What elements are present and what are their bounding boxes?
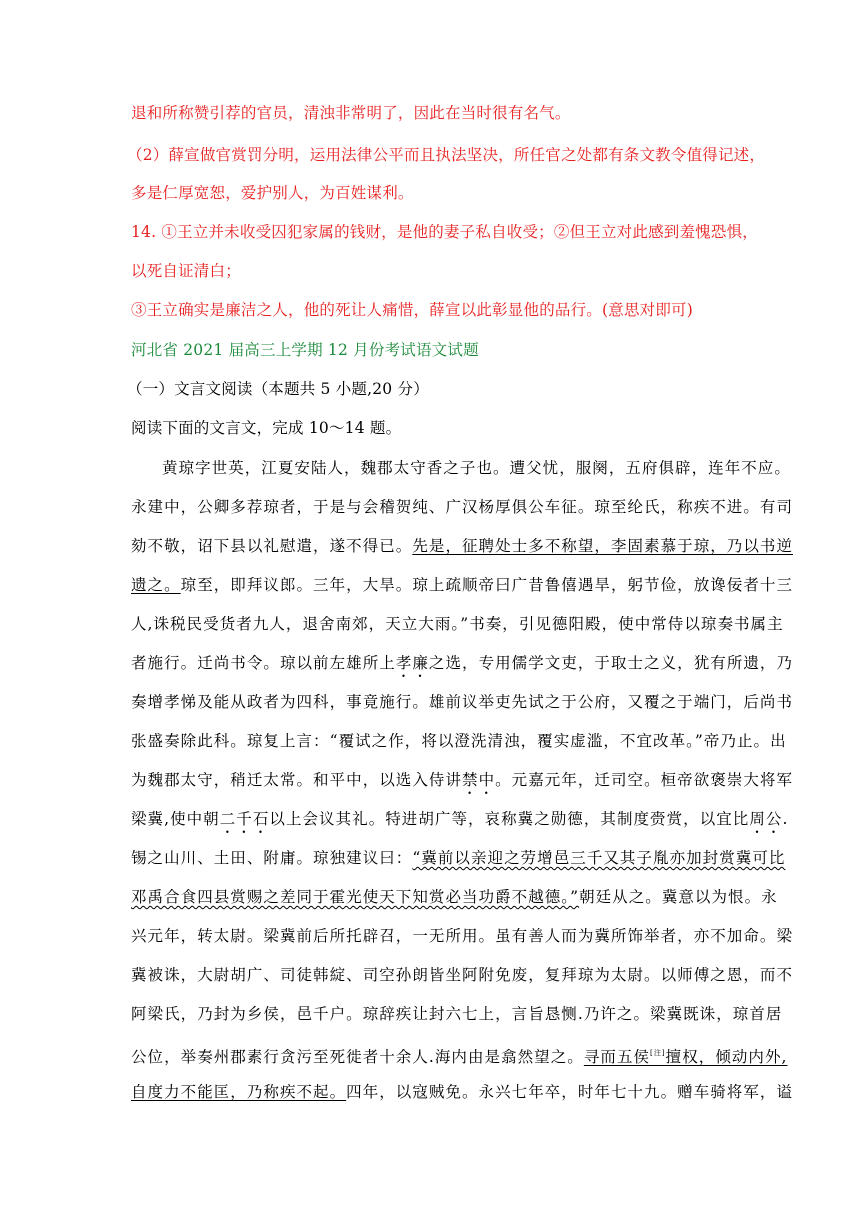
dotted-term: 孝廉 bbox=[395, 654, 429, 672]
dotted-term: 二千石 bbox=[219, 810, 270, 828]
underlined-sentence: 先是，征聘处士多不称望，李固素慕于琼，乃以书逆 bbox=[412, 537, 794, 555]
text-span: 以上会议其礼。特进胡广等，哀称冀之勋德，其制度赍赏，以宜比 bbox=[269, 810, 750, 828]
passage-line bbox=[131, 575, 793, 595]
underlined-sentence bbox=[584, 1048, 788, 1066]
dotted-term: 周公 bbox=[749, 810, 783, 828]
answer-line: ③王立确实是廉洁之人，他的死让人痛惜，薛宣以此彰显他的品行。(意思对即可) bbox=[131, 301, 693, 319]
passage-line bbox=[131, 536, 793, 556]
passage-line: 永建中，公卿多荐琼者，于是与会稽贺纯、广汉杨厚俱公车征。琼至纶氏，称疾不进。有司 bbox=[131, 498, 794, 516]
exam-title: 河北省 2021 届高三上学期 12 月份考试语文试题 bbox=[131, 341, 479, 359]
passage-line bbox=[131, 809, 788, 837]
text-span: 四年，以寇贼免。永兴七年卒，时年七十九。赠车骑将军，谥 bbox=[346, 1083, 794, 1101]
wavy-underlined-sentence: 邓禹合食四县赏赐之差同于霍光使天下知赏必当功爵不越德。” bbox=[131, 888, 580, 906]
passage-line: 奏增孝悌及能从政者为四科，事竟施行。雄前议举吏先试之于公府，又覆之于端门，后尚书 bbox=[131, 693, 794, 711]
passage-line: 冀被诛，大尉胡广、司徒韩綻、司空孙朗皆坐阿附免废，复拜琼为太尉。以师傅之恩，而不 bbox=[131, 966, 794, 984]
passage-line: 张盛奏除此科。琼复上言：“覆试之作，将以澄洗清浊，覆实虚滥，不宜改革。”帝乃止。出 bbox=[131, 732, 787, 750]
text-span: . bbox=[782, 810, 789, 828]
passage-line: 阿梁氏，乃封为乡侯，邑千户。琼辞疾让封六七上，言旨恳恻.乃许之。梁冀既诛，琼首居 bbox=[131, 1005, 783, 1023]
text-span: 公位，举奏州郡素行贪污至死徙者十余人.海内由是翕然望之。 bbox=[131, 1048, 584, 1066]
dotted-term: 禁中 bbox=[462, 771, 496, 789]
passage-line: 兴元年，转太尉。梁冀前后所托辟召，一无所用。虽有善人而为冀所饰举者，亦不加命。梁 bbox=[131, 927, 794, 945]
text-span: 者施行。迁尚书令。琼以前左雄所上 bbox=[131, 654, 396, 672]
answer-line: 14. ①王立并未收受囚犯家属的钱财，是他的妻子私自收受；②但王立对此感到羞愧恐惧， bbox=[131, 223, 758, 241]
text-span: 擅权，倾动内外, bbox=[665, 1048, 788, 1066]
text-span: 寻而五侯 bbox=[583, 1048, 651, 1066]
answer-line: 以死自证清白； bbox=[131, 262, 241, 280]
underlined-sentence: 自度力不能匡，乃称疾不起。 bbox=[131, 1083, 347, 1101]
text-span: 为魏郡太守，稍迁太常。和平中，以选入侍讲 bbox=[131, 771, 463, 789]
text-span: 劾不敬，诏下县以礼慰遣，遂不得已。 bbox=[131, 537, 413, 555]
passage-line: 黄琼字世英，江夏安陆人，魏郡太守香之子也。遭父忧，服阕，五府俱辟，连年不应。 bbox=[162, 459, 791, 477]
passage-line bbox=[131, 848, 785, 868]
text-span: 。元嘉元年，迁司空。桓帝欲褒崇大将军 bbox=[495, 771, 794, 789]
section-heading: （一）文言文阅读（本题共 5 小题,20 分） bbox=[127, 380, 429, 398]
answer-line: （2）薛宣做官赏罚分明，运用法律公平而且执法坚决，所任官之处都有条文教令值得记述， bbox=[127, 146, 766, 164]
passage-line: 人,诛税民受货者九人，退舍南郊，天立大雨。”书奏，引见德阳殿，使中常侍以琼奏书属主 bbox=[131, 615, 784, 633]
wavy-underlined-sentence: “冀前以亲迎之劳增邑三千又其子胤亦加封赏冀可比 bbox=[412, 849, 786, 867]
footnote-marker: [注] bbox=[650, 1049, 666, 1057]
text-span: 梁冀,使中朝 bbox=[131, 810, 220, 828]
passage-line bbox=[131, 1043, 788, 1067]
answer-line: 多是仁厚宽恕，爱护别人，为百姓谋利。 bbox=[131, 184, 414, 202]
instruction: 阅读下面的文言文，完成 10〜14 题。 bbox=[131, 419, 402, 437]
answer-line: 退和所称赞引荐的官员，清浊非常明了，因此在当时很有名气。 bbox=[131, 104, 571, 122]
text-span: 锡之山川、土田、附庸。琼独建议曰： bbox=[131, 849, 413, 867]
passage-line bbox=[131, 770, 793, 798]
text-span: 之选，专用儒学文吏，于取士之义，犹有所遗，乃 bbox=[428, 654, 794, 672]
passage-line bbox=[131, 887, 778, 907]
text-span: 琼至，即拜议郎。三年，大旱。琼上疏顺帝曰广昔鲁僖遇旱，躬节俭，放谗佞者十三 bbox=[180, 576, 794, 594]
underlined-sentence: 遗之。 bbox=[131, 576, 181, 594]
passage-line bbox=[131, 653, 793, 681]
text-span: 朝廷从之。冀意以为恨。永 bbox=[579, 888, 778, 906]
passage-line bbox=[131, 1082, 793, 1102]
